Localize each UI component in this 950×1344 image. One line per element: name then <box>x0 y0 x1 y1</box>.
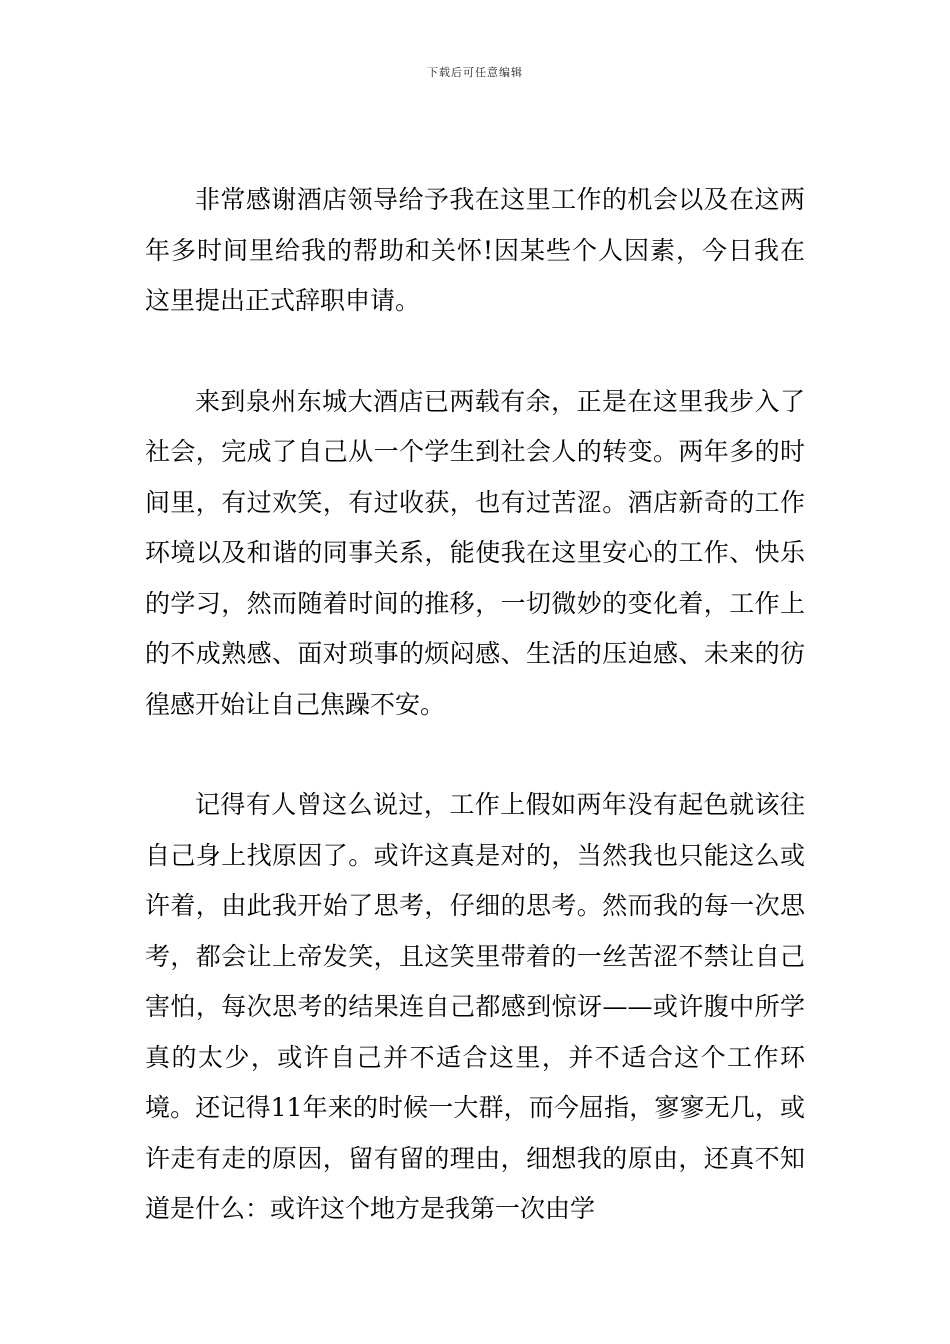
paragraph-1: 非常感谢酒店领导给予我在这里工作的机会以及在这两年多时间里给我的帮助和关怀!因某些个人因素，今日我在这里提出正式辞职申请。 <box>145 185 805 315</box>
document-body <box>145 175 805 1235</box>
header-note: 下载后可任意编辑 <box>427 66 523 79</box>
paragraph-2: 来到泉州东城大酒店已两载有余，正是在这里我步入了社会，完成了自己从一个学生到社会人的转变。两年多的时间里，有过欢笑，有过收获，也有过苦涩。酒店新奇的工作环境以及和谐的同事关系，能使我在这里安心的工作、快乐的学习，然而随着时间的推移，一切微妙的变化着，工作上的不成熟感、面对琐事的烦闷感、生活的压迫感、未来的彷徨感开始让自己焦躁不安。 <box>145 386 805 719</box>
paragraph-3: 记得有人曾这么说过，工作上假如两年没有起色就该往自己身上找原因了。或许这真是对的，当然我也只能这么或许着，由此我开始了思考，仔细的思考。然而我的每一次思考，都会让上帝发笑，且这笑里带着的一丝苦涩不禁让自己害怕，每次思考的结果连自己都感到惊讶——或许腹中所学真的太少，或许自己并不适合这里，并不适合这个工作环境。还记得11年来的时候一大群，而今屈指，寥寥无几，或许走有走的原因，留有留的理由，细想我的原由，还真不知道是什么：或许这个地方是我第一次由学 <box>145 790 805 1223</box>
